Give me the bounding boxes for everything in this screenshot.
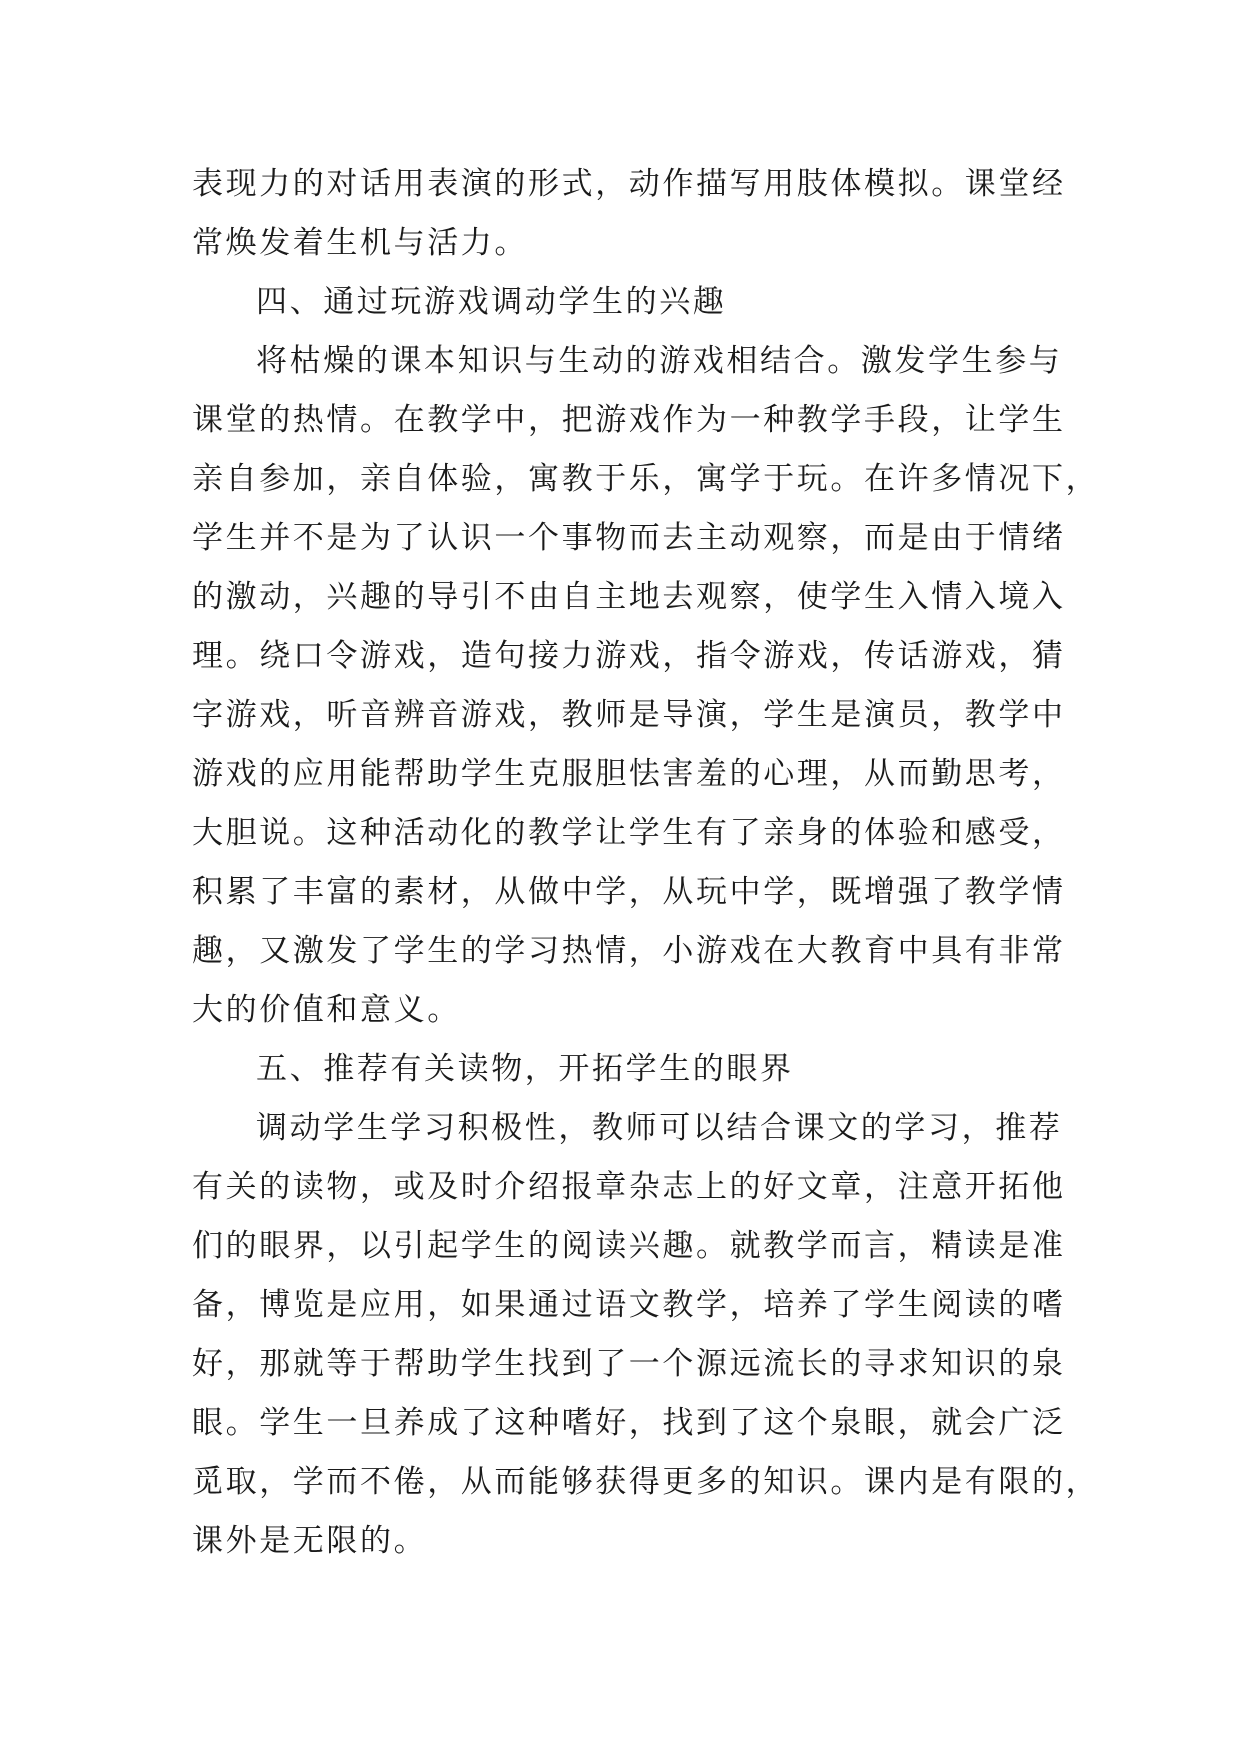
document-body [192,155,1100,1571]
paragraph-line: 眼。学生一旦养成了这种嗜好，找到了这个泉眼，就会广泛 [192,1405,1066,1441]
paragraph-line: 的激动，兴趣的导引不由自主地去观察，使学生入情入境入 [192,579,1066,615]
paragraph-line: 学生并不是为了认识一个事物而去主动观察，而是由于情绪 [192,520,1066,556]
section-heading-4: 四、通过玩游戏调动学生的兴趣 [256,284,727,320]
paragraph-line: 将枯燥的课本知识与生动的游戏相结合。激发学生参与 [256,343,1063,379]
paragraph-line: 课外是无限的。 [192,1523,428,1559]
paragraph-continuation-line: 常焕发着生机与活力。 [192,225,528,261]
paragraph-line: 理。绕口令游戏，造句接力游戏，指令游戏，传话游戏，猜 [192,638,1066,674]
paragraph-line: 字游戏，听音辨音游戏，教师是导演，学生是演员，教学中 [192,697,1066,733]
paragraph-line: 备，博览是应用，如果通过语文教学，培养了学生阅读的嗜 [192,1287,1066,1323]
paragraph-line: 大胆说。这种活动化的教学让学生有了亲身的体验和感受， [192,815,1066,851]
paragraph-line: 们的眼界，以引起学生的阅读兴趣。就教学而言，精读是准 [192,1228,1066,1264]
paragraph-line: 有关的读物，或及时介绍报章杂志上的好文章，注意开拓他 [192,1169,1066,1205]
paragraph-line: 趣，又激发了学生的学习热情，小游戏在大教育中具有非常 [192,933,1066,969]
paragraph-line: 课堂的热情。在教学中，把游戏作为一种教学手段，让学生 [192,402,1066,438]
paragraph-line: 调动学生学习积极性，教师可以结合课文的学习，推荐 [256,1110,1063,1146]
section-heading-5: 五、推荐有关读物，开拓学生的眼界 [256,1051,794,1087]
paragraph-line: 觅取，学而不倦，从而能够获得更多的知识。课内是有限的， [192,1464,1100,1500]
paragraph-line: 积累了丰富的素材，从做中学，从玩中学，既增强了教学情 [192,874,1066,910]
paragraph-continuation-line: 表现力的对话用表演的形式，动作描写用肢体模拟。课堂经 [192,166,1066,202]
paragraph-line: 大的价值和意义。 [192,992,461,1028]
paragraph-line: 好，那就等于帮助学生找到了一个源远流长的寻求知识的泉 [192,1346,1066,1382]
paragraph-line: 亲自参加，亲自体验，寓教于乐，寓学于玩。在许多情况下， [192,461,1100,497]
paragraph-line: 游戏的应用能帮助学生克服胆怯害羞的心理，从而勤思考， [192,756,1066,792]
